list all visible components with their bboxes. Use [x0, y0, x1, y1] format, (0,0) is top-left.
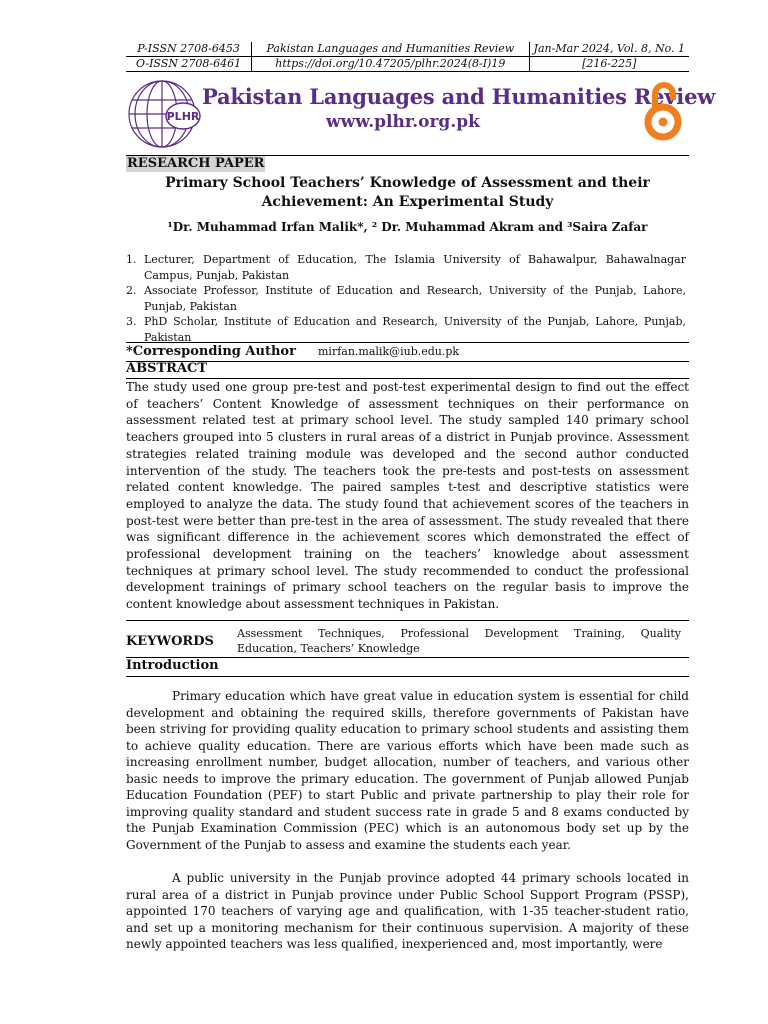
corresponding-email-link[interactable]: mirfan.malik@iub.edu.pk	[318, 345, 460, 358]
globe-logo-icon	[126, 78, 206, 150]
doi-link[interactable]: https://doi.org/10.47205/plhr.2024(8-I)19	[252, 57, 529, 72]
body-paragraph: Primary education which have great value in education system is essential for child development and obtaining the required skills, therefore governments of Pakistan have been striving for providing quality education to primary school students and assisting them to achieve quality education. There are various efforts which have been made such as increasing enrollment number, budget allocation, number of teachers, and various other basic needs to improve the primary education. The government of Punjab allowed Punjab Education Foundation (PEF) to start Public and private partnership to play their role for improving quality standard and student success rate in grade 5 and 8 exams conducted by the Punjab Examination Commission (PEC) which is an autonomous body set up by the Government of the Punjab to assess and examine the students each year.	[126, 689, 689, 852]
author-list: ¹Dr. Muhammad Irfan Malik*, ² Dr. Muhammad Akram and ³Saira Zafar	[167, 220, 648, 234]
paper-title-line: Primary School Teachers’ Knowledge of Assessment and their	[165, 175, 650, 191]
keywords-label: KEYWORDS	[126, 634, 214, 649]
paper-title	[126, 174, 689, 212]
keywords-text: Assessment Techniques, Professional Development Training, Quality Education, Teachers’ Knowledge	[237, 627, 681, 655]
journal-banner	[126, 76, 716, 154]
divider	[126, 676, 689, 677]
affiliation-item: 2. Associate Professor, Institute of Education and Research, University of the Punjab, Lahore, Punjab, Pakistan	[126, 284, 686, 313]
issue-info: Jan-Mar 2024, Vol. 8, No. 1	[529, 42, 689, 57]
abstract-text: The study used one group pre-test and post-test experimental design to find out the effect of teachers’ Content Knowledge of assessment techniques on their performance on assessment related test at primary school level. The study sampled 140 primary school teachers grouped into 5 clusters in rural areas of a district in Punjab province. Assessment strategies related training module was developed and the second author conducted intervention of the study. The teachers took the pre-tests and post-tests on assessment related content knowledge. The paired samples t-test and descriptive statistics were employed to analyze the data. The study found that achievement scores of the teachers in post-test were better than pre-test in the area of assessment. The study revealed that there was significant difference in the achievement scores which demonstrated the effect of professional development training on the teachers’ knowledge about assessment techniques at primary school level. The study recommended to conduct the professional development trainings of primary school teachers on the regular basis to improve the content knowledge about assessment techniques in Pakistan.	[126, 380, 689, 612]
introduction-heading: Introduction	[126, 658, 219, 673]
paper-type-label: RESEARCH PAPER	[127, 156, 265, 171]
corresponding-author-label: *Corresponding Author	[126, 344, 296, 359]
journal-name: Pakistan Languages and Humanities Review	[202, 84, 716, 109]
journal-header-table	[126, 42, 689, 72]
logo-text: PLHR	[166, 110, 200, 123]
affiliation-item: 3. PhD Scholar, Institute of Education and Research, University of the Punjab, Lahore, Punjab, Pakistan	[126, 315, 686, 344]
corresponding-author-row	[126, 342, 689, 362]
journal-title-header: Pakistan Languages and Humanities Review	[252, 42, 529, 57]
divider	[126, 620, 689, 621]
journal-url[interactable]: www.plhr.org.pk	[326, 112, 480, 132]
oissn: O-ISSN 2708-6461	[126, 57, 252, 72]
abstract-heading: ABSTRACT	[126, 361, 208, 376]
affiliation-item: 1. Lecturer, Department of Education, The Islamia University of Bahawalpur, Bahawalnagar Campus, Punjab, Pakistan	[126, 253, 686, 282]
affiliation-list	[126, 252, 686, 345]
body-paragraph: A public university in the Punjab province adopted 44 primary schools located in rural area of a district in Punjab province under Public School Support Program (PSSP), appointed 170 teachers of varying age and qualification, with 1-35 teacher-student ratio, and set up a monitoring mechanism for their continuous supervision. A majority of these newly appointed teachers was less qualified, inexperienced and, most importantly, were	[126, 871, 689, 951]
paper-title-line: Achievement: An Experimental Study	[261, 194, 554, 210]
open-access-icon	[643, 80, 683, 142]
pissn: P-ISSN 2708-6453	[126, 42, 252, 57]
page-range: [216-225]	[529, 57, 689, 72]
